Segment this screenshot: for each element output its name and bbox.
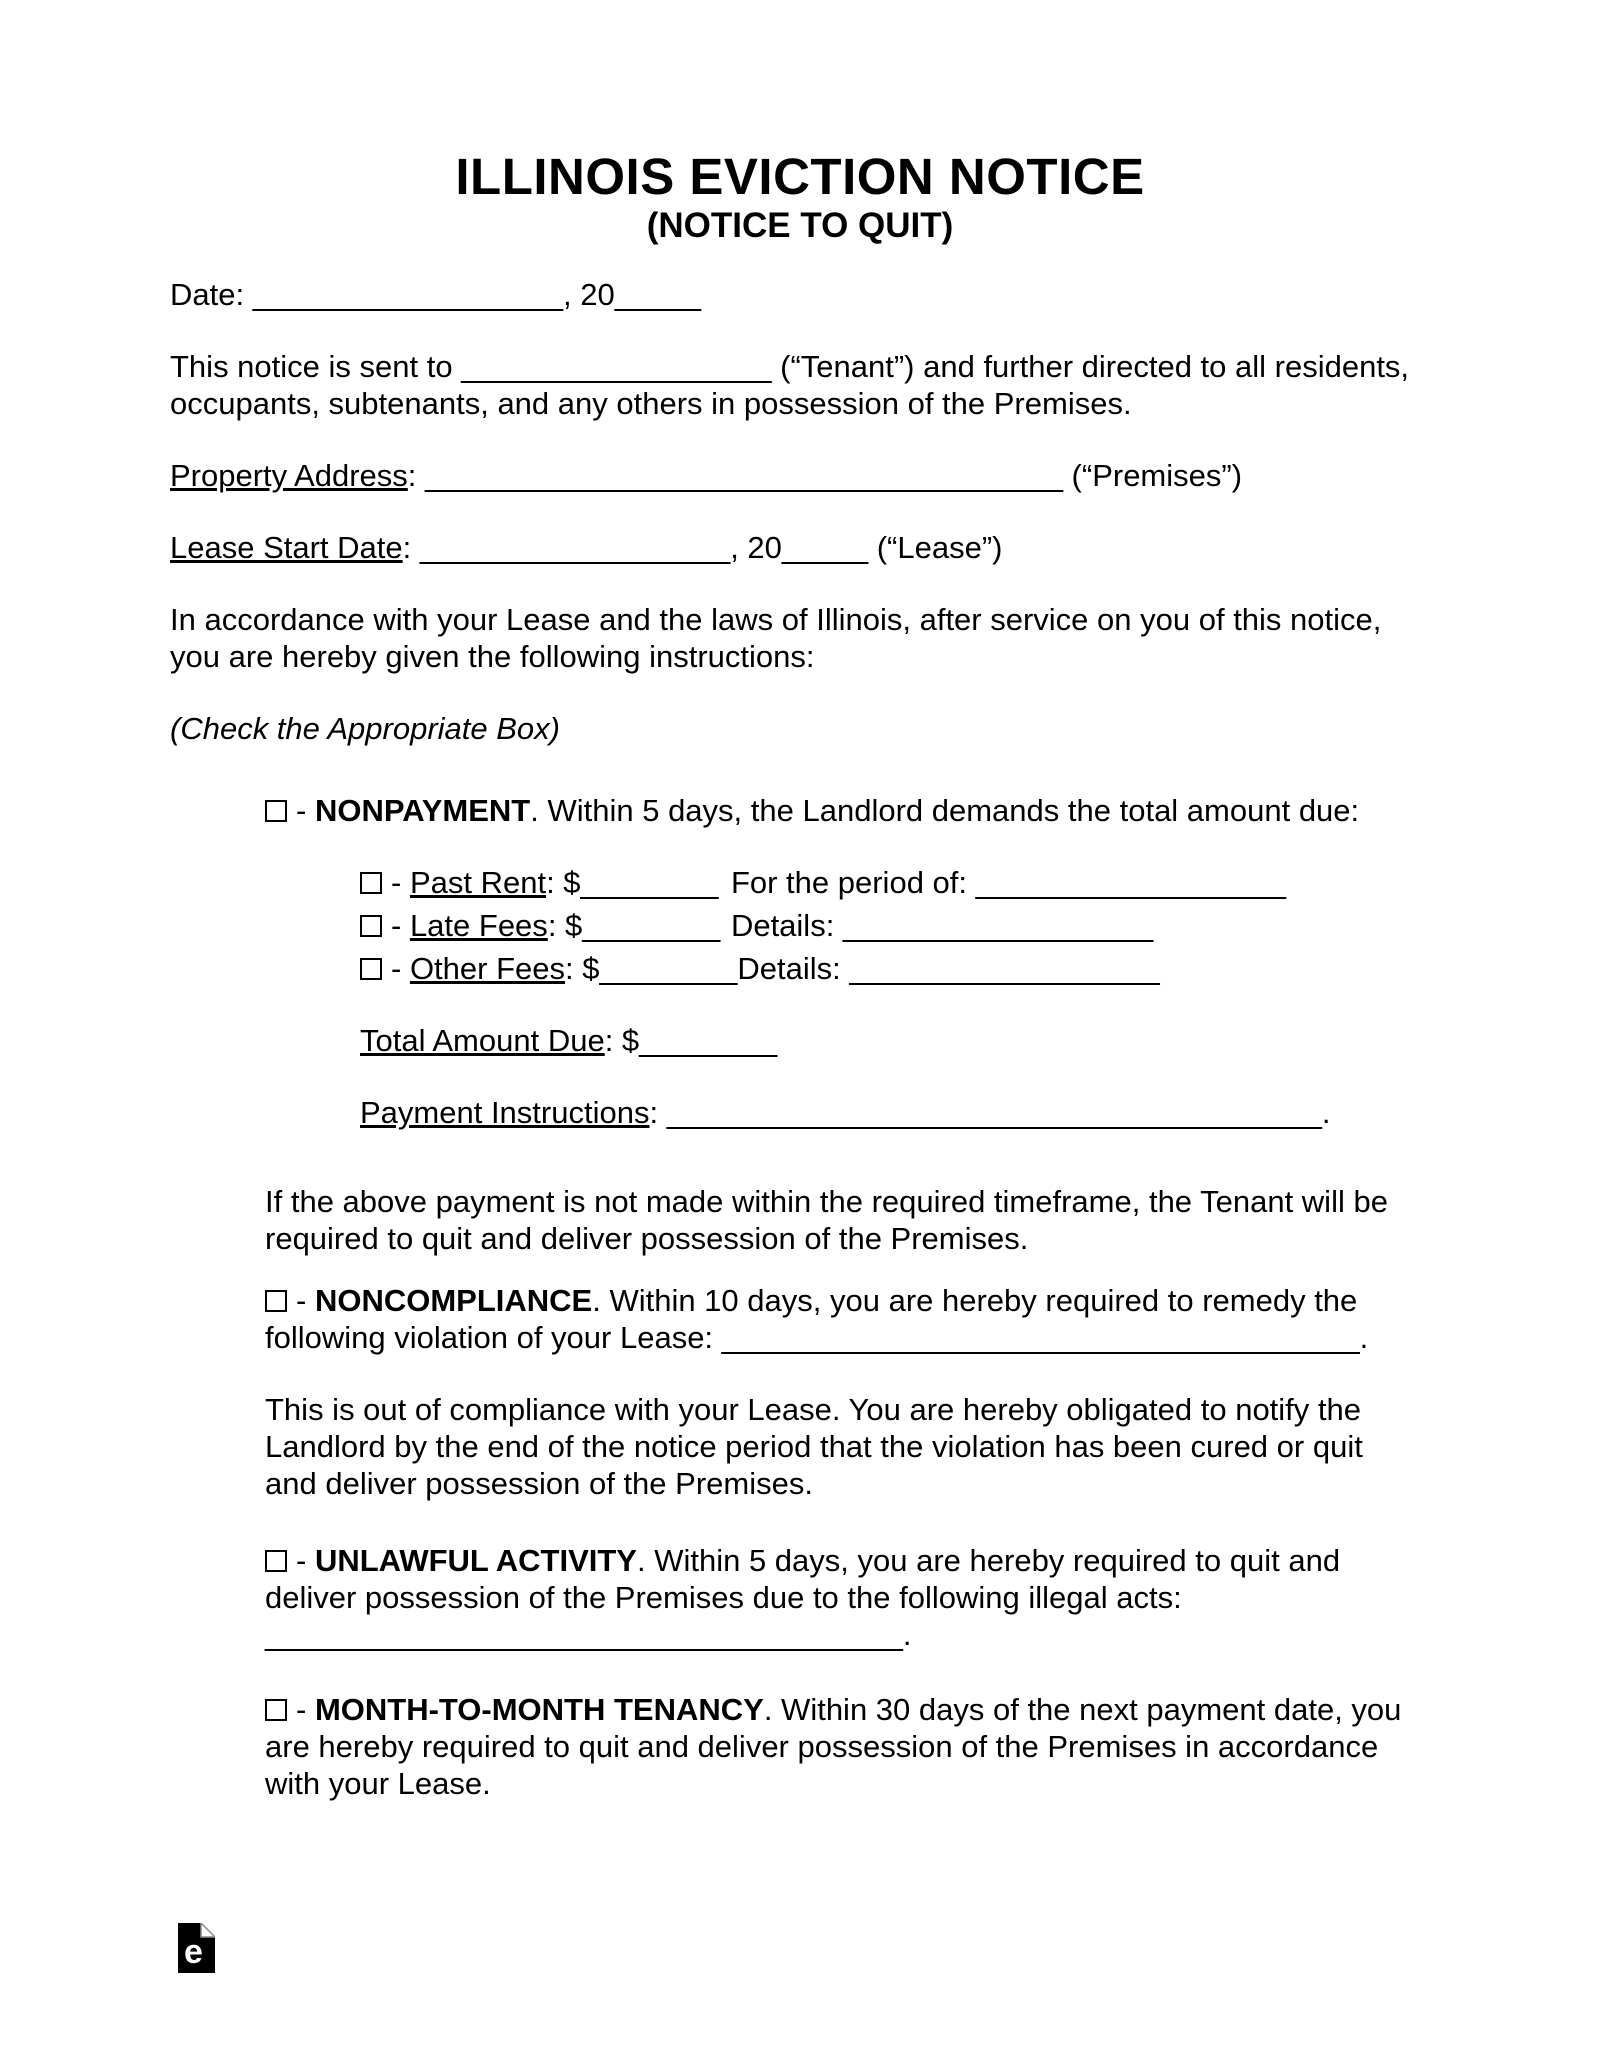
other-fees-label: Other Fees [409,951,565,986]
nonpayment-text: . Within 5 days, the Landlord demands the total amount due: [530,793,1360,828]
other-fees-row [360,950,1430,987]
nonpayment-label: NONPAYMENT [314,793,531,828]
check-box-instruction: (Check the Appropriate Box) [170,711,560,746]
date-line [170,276,1430,313]
payment-instructions-label: Payment Instructions [360,1095,650,1130]
noncompliance-violation-blank: following violation of your Lease: _____________________________________. [265,1320,1369,1355]
month-to-month-label: MONTH-TO-MONTH TENANCY [314,1692,764,1727]
month-to-month-line2: are hereby required to quit and deliver possession of the Premises in accordance [265,1729,1379,1764]
nonpayment-checkbox-icon[interactable] [265,800,287,822]
past-rent-row [360,864,1430,901]
payment-instructions-blank: : ______________________________________. [649,1095,1331,1130]
noncompliance-checkbox-icon[interactable] [265,1290,287,1312]
unlawful-activity-label: UNLAWFUL ACTIVITY [314,1543,637,1578]
late-fees-details-blank: Details: __________________ [730,908,1154,943]
dash-separator: - [296,1543,315,1578]
unlawful-activity-checkbox-icon[interactable] [265,1550,287,1572]
late-fees-checkbox-icon[interactable] [360,915,382,937]
logo-letter: e [184,1933,203,1971]
noncompliance-label: NONCOMPLIANCE [314,1283,593,1318]
total-amount-due-label: Total Amount Due [360,1023,605,1058]
past-rent-amount-blank: : $________ [546,865,719,900]
accordance-paragraph [170,601,1430,675]
other-fees-checkbox-icon[interactable] [360,958,382,980]
eforms-logo [178,1923,215,1973]
unlawful-activity-text: . Within 5 days, you are hereby required to quit and [636,1543,1341,1578]
lease-start-blank: : __________________, 20_____ (“Lease”) [402,530,1003,565]
month-to-month-section [265,1691,1430,1802]
past-rent-period-blank: For the period of: __________________ [730,865,1286,900]
tenant-notice-line1: This notice is sent to __________________ (“Tenant”) and further directed to all residents, [170,349,1410,384]
past-rent-checkbox-icon[interactable] [360,872,382,894]
property-address-blank: : _____________________________________ (“Premises”) [407,458,1243,493]
month-to-month-text: . Within 30 days of the next payment date, you [763,1692,1402,1727]
total-amount-due-line [360,1022,1430,1059]
noncompliance-para-line1: This is out of compliance with your Lease. You are hereby obligated to notify the [265,1392,1362,1427]
dash-separator: - [296,1283,315,1318]
document-page-icon [178,1923,215,1973]
late-fees-row [360,907,1430,944]
other-fees-details-blank: Details: __________________ [737,951,1160,986]
lease-start-label: Lease Start Date [170,530,403,565]
property-address-line [170,457,1430,494]
dash-separator: - [391,908,410,943]
total-amount-due-blank: : $________ [604,1023,778,1058]
past-rent-label: Past Rent [409,865,547,900]
payment-warning-paragraph [265,1183,1430,1257]
payment-warning-line1: If the above payment is not made within the required timeframe, the Tenant will be [265,1184,1388,1219]
noncompliance-section [265,1282,1430,1356]
noncompliance-text: . Within 10 days, you are hereby required to remedy the [592,1283,1358,1318]
noncompliance-para-line3: and deliver possession of the Premises. [265,1466,813,1501]
noncompliance-para-line2: Landlord by the end of the notice period that the violation has been cured or quit [265,1429,1363,1464]
tenant-notice-line2: occupants, subtenants, and any others in possession of the Premises. [170,386,1132,421]
late-fees-amount-blank: : $________ [547,908,721,943]
month-to-month-line3: with your Lease. [265,1766,491,1801]
dash-separator: - [391,951,410,986]
property-address-label: Property Address [170,458,408,493]
unlawful-activity-line2: deliver possession of the Premises due to the following illegal acts: [265,1580,1182,1615]
accordance-line1: In accordance with your Lease and the laws of Illinois, after service on you of this notice, [170,602,1382,637]
payment-warning-line2: required to quit and deliver possession of the Premises. [265,1221,1029,1256]
unlawful-activity-section [265,1542,1430,1653]
dash-separator: - [391,865,410,900]
payment-instructions-line [360,1094,1430,1131]
document-subtitle: (NOTICE TO QUIT) [646,206,954,245]
dash-separator: - [296,793,315,828]
accordance-line2: you are hereby given the following instructions: [170,639,815,674]
late-fees-label: Late Fees [409,908,548,943]
lease-start-line [170,529,1430,566]
month-to-month-checkbox-icon[interactable] [265,1699,287,1721]
nonpayment-section [265,792,1430,829]
tenant-notice-paragraph [170,348,1430,422]
other-fees-amount-blank: : $________ [565,951,738,986]
unlawful-activity-blank: _____________________________________. [265,1617,912,1652]
dash-separator: - [296,1692,315,1727]
document-title: ILLINOIS EVICTION NOTICE [455,148,1145,205]
date-blank-line: Date: __________________, 20_____ [170,277,701,312]
noncompliance-paragraph [265,1391,1430,1502]
